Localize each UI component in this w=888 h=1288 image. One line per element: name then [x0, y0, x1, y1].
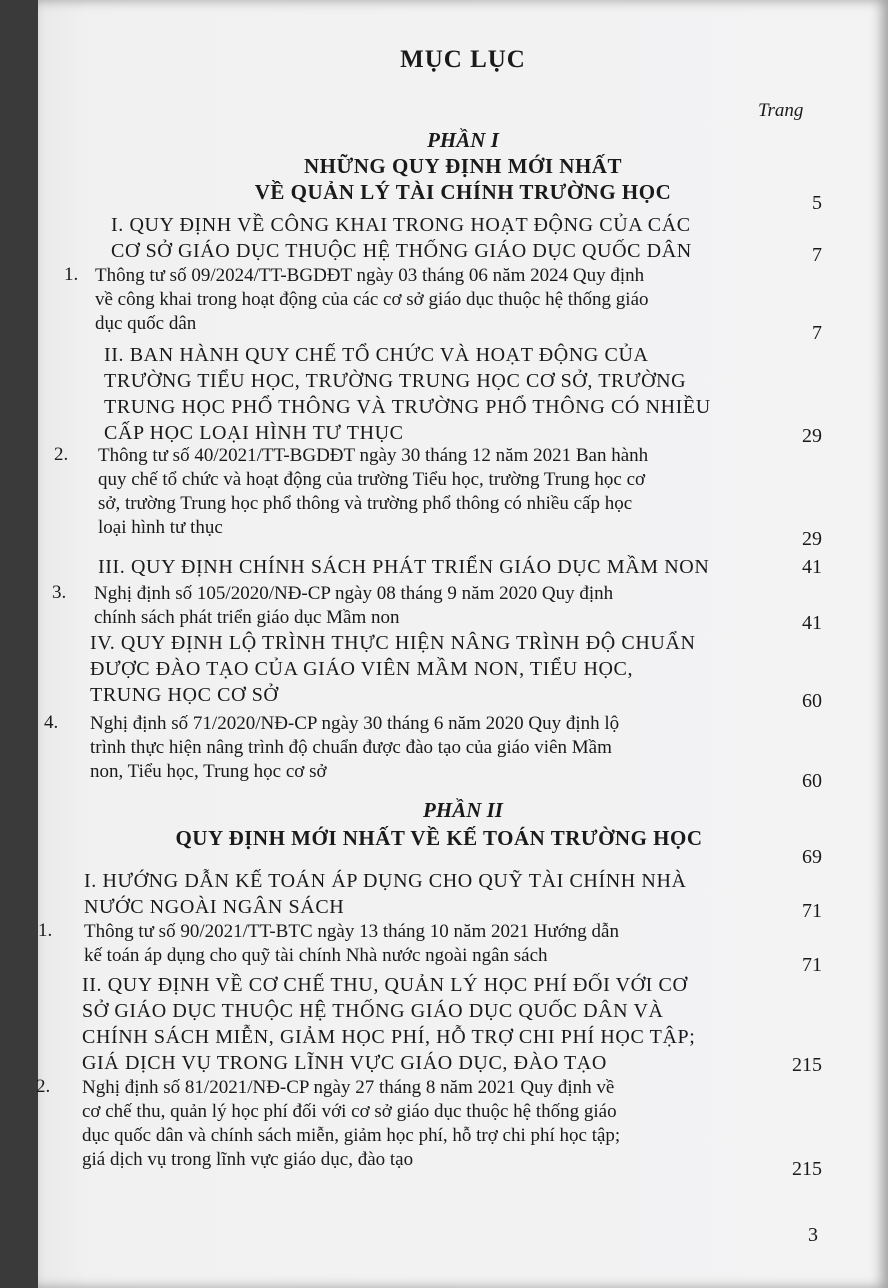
- section-4-page: 60: [802, 690, 822, 712]
- item-2-number: 2.: [54, 444, 69, 465]
- item-1-line-2: về công khai trong hoạt động của các cơ sở giáo dục thuộc hệ thống giáo: [95, 289, 649, 310]
- item-2-line-3: sở, trường Trung học phổ thông và trường phổ thông có nhiều cấp học: [98, 493, 633, 514]
- item-4-line-3: non, Tiểu học, Trung học cơ sở: [90, 761, 327, 782]
- item-2-page: 29: [802, 528, 822, 550]
- item-1-line-3: dục quốc dân: [95, 313, 197, 334]
- item-3-line-2: chính sách phát triển giáo dục Mầm non: [94, 607, 400, 628]
- item-5-number: 1.: [38, 920, 53, 941]
- item-3-page: 41: [802, 612, 822, 634]
- item-3-number: 3.: [52, 582, 67, 603]
- section-5-line-1: I. HƯỚNG DẪN KẾ TOÁN ÁP DỤNG CHO QUỸ TÀI CHÍNH NHÀ: [84, 870, 687, 892]
- section-4-line-2: ĐƯỢC ĐÀO TẠO CỦA GIÁO VIÊN MẦM NON, TIỂU HỌC,: [90, 658, 634, 680]
- page-column-label: Trang: [758, 100, 804, 121]
- part-1-title-line-2: VỀ QUẢN LÝ TÀI CHÍNH TRƯỜNG HỌC: [254, 180, 672, 204]
- item-5-line-2: kế toán áp dụng cho quỹ tài chính Nhà nước ngoài ngân sách: [84, 945, 548, 966]
- section-2-line-2: TRƯỜNG TIỂU HỌC, TRƯỜNG TRUNG HỌC CƠ SỞ, TRƯỜNG: [104, 370, 687, 392]
- part-2-label: PHẦN II: [423, 798, 503, 822]
- section-2-line-3: TRUNG HỌC PHỔ THÔNG VÀ TRƯỜNG PHỔ THÔNG CÓ NHIỀU: [104, 396, 711, 418]
- item-6-line-3: dục quốc dân và chính sách miễn, giảm học phí, hỗ trợ chi phí học tập;: [82, 1125, 621, 1146]
- section-6-line-3: CHÍNH SÁCH MIỄN, GIẢM HỌC PHÍ, HỖ TRỢ CHI PHÍ HỌC TẬP;: [82, 1026, 696, 1048]
- section-3-page: 41: [802, 556, 822, 578]
- section-1-line-2: CƠ SỞ GIÁO DỤC THUỘC HỆ THỐNG GIÁO DỤC QUỐC DÂN: [111, 240, 692, 262]
- item-6-line-2: cơ chế thu, quản lý học phí đối với cơ sở giáo dục thuộc hệ thống giáo: [82, 1101, 617, 1122]
- item-4-line-2: trình thực hiện nâng trình độ chuẩn được đào tạo của giáo viên Mầm: [90, 737, 612, 758]
- item-1-number: 1.: [64, 264, 79, 285]
- part-1-title-line-1: NHỮNG QUY ĐỊNH MỚI NHẤT: [304, 154, 622, 178]
- section-1-page: 7: [812, 244, 822, 266]
- item-5-page: 71: [802, 954, 822, 976]
- section-1-line-1: I. QUY ĐỊNH VỀ CÔNG KHAI TRONG HOẠT ĐỘNG CỦA CÁC: [111, 214, 691, 236]
- item-1-page: 7: [812, 322, 822, 344]
- toc-title: MỤC LỤC: [400, 46, 526, 73]
- part-1-page: 5: [812, 192, 822, 214]
- section-2-page: 29: [802, 425, 822, 447]
- section-6-page: 215: [792, 1054, 822, 1076]
- section-2-line-4: CẤP HỌC LOẠI HÌNH TƯ THỤC: [104, 422, 404, 444]
- part-2-title-line-1: QUY ĐỊNH MỚI NHẤT VỀ KẾ TOÁN TRƯỜNG HỌC: [175, 826, 703, 850]
- section-4-line-3: TRUNG HỌC CƠ SỞ: [90, 684, 279, 706]
- section-4-line-1: IV. QUY ĐỊNH LỘ TRÌNH THỰC HIỆN NÂNG TRÌNH ĐỘ CHUẨN: [90, 632, 696, 654]
- item-1-line-1: Thông tư số 09/2024/TT-BGDĐT ngày 03 tháng 06 năm 2024 Quy định: [95, 265, 645, 286]
- part-2-page: 69: [802, 846, 822, 868]
- item-6-page: 215: [792, 1158, 822, 1180]
- item-3-line-1: Nghị định số 105/2020/NĐ-CP ngày 08 tháng 9 năm 2020 Quy định: [94, 583, 614, 604]
- item-4-line-1: Nghị định số 71/2020/NĐ-CP ngày 30 tháng 6 năm 2020 Quy định lộ: [90, 713, 620, 734]
- part-1-label: PHẦN I: [427, 128, 499, 152]
- item-4-page: 60: [802, 770, 822, 792]
- item-2-line-1: Thông tư số 40/2021/TT-BGDĐT ngày 30 tháng 12 năm 2021 Ban hành: [98, 445, 649, 466]
- section-6-line-4: GIÁ DỊCH VỤ TRONG LĨNH VỰC GIÁO DỤC, ĐÀO TẠO: [82, 1052, 607, 1074]
- item-6-number: 2.: [36, 1076, 51, 1097]
- section-6-line-1: II. QUY ĐỊNH VỀ CƠ CHẾ THU, QUẢN LÝ HỌC PHÍ ĐỐI VỚI CƠ: [82, 974, 688, 996]
- item-4-number: 4.: [44, 712, 59, 733]
- item-6-line-1: Nghị định số 81/2021/NĐ-CP ngày 27 tháng 8 năm 2021 Quy định về: [82, 1077, 615, 1098]
- page-number: 3: [808, 1224, 818, 1246]
- section-5-page: 71: [802, 900, 822, 922]
- item-5-line-1: Thông tư số 90/2021/TT-BTC ngày 13 tháng 10 năm 2021 Hướng dẫn: [84, 921, 619, 942]
- section-5-line-2: NƯỚC NGOÀI NGÂN SÁCH: [84, 896, 345, 918]
- section-2-line-1: II. BAN HÀNH QUY CHẾ TỔ CHỨC VÀ HOẠT ĐỘNG CỦA: [104, 344, 649, 366]
- item-6-line-4: giá dịch vụ trong lĩnh vực giáo dục, đào tạo: [82, 1149, 414, 1170]
- section-3-line-1: III. QUY ĐỊNH CHÍNH SÁCH PHÁT TRIỂN GIÁO DỤC MẦM NON: [98, 556, 710, 578]
- section-6-line-2: SỞ GIÁO DỤC THUỘC HỆ THỐNG GIÁO DỤC QUỐC DÂN VÀ: [82, 1000, 664, 1022]
- toc-page: [38, 0, 888, 1288]
- item-2-line-2: quy chế tổ chức và hoạt động của trường Tiểu học, trường Trung học cơ: [98, 469, 646, 490]
- item-2-line-4: loại hình tư thục: [98, 517, 223, 538]
